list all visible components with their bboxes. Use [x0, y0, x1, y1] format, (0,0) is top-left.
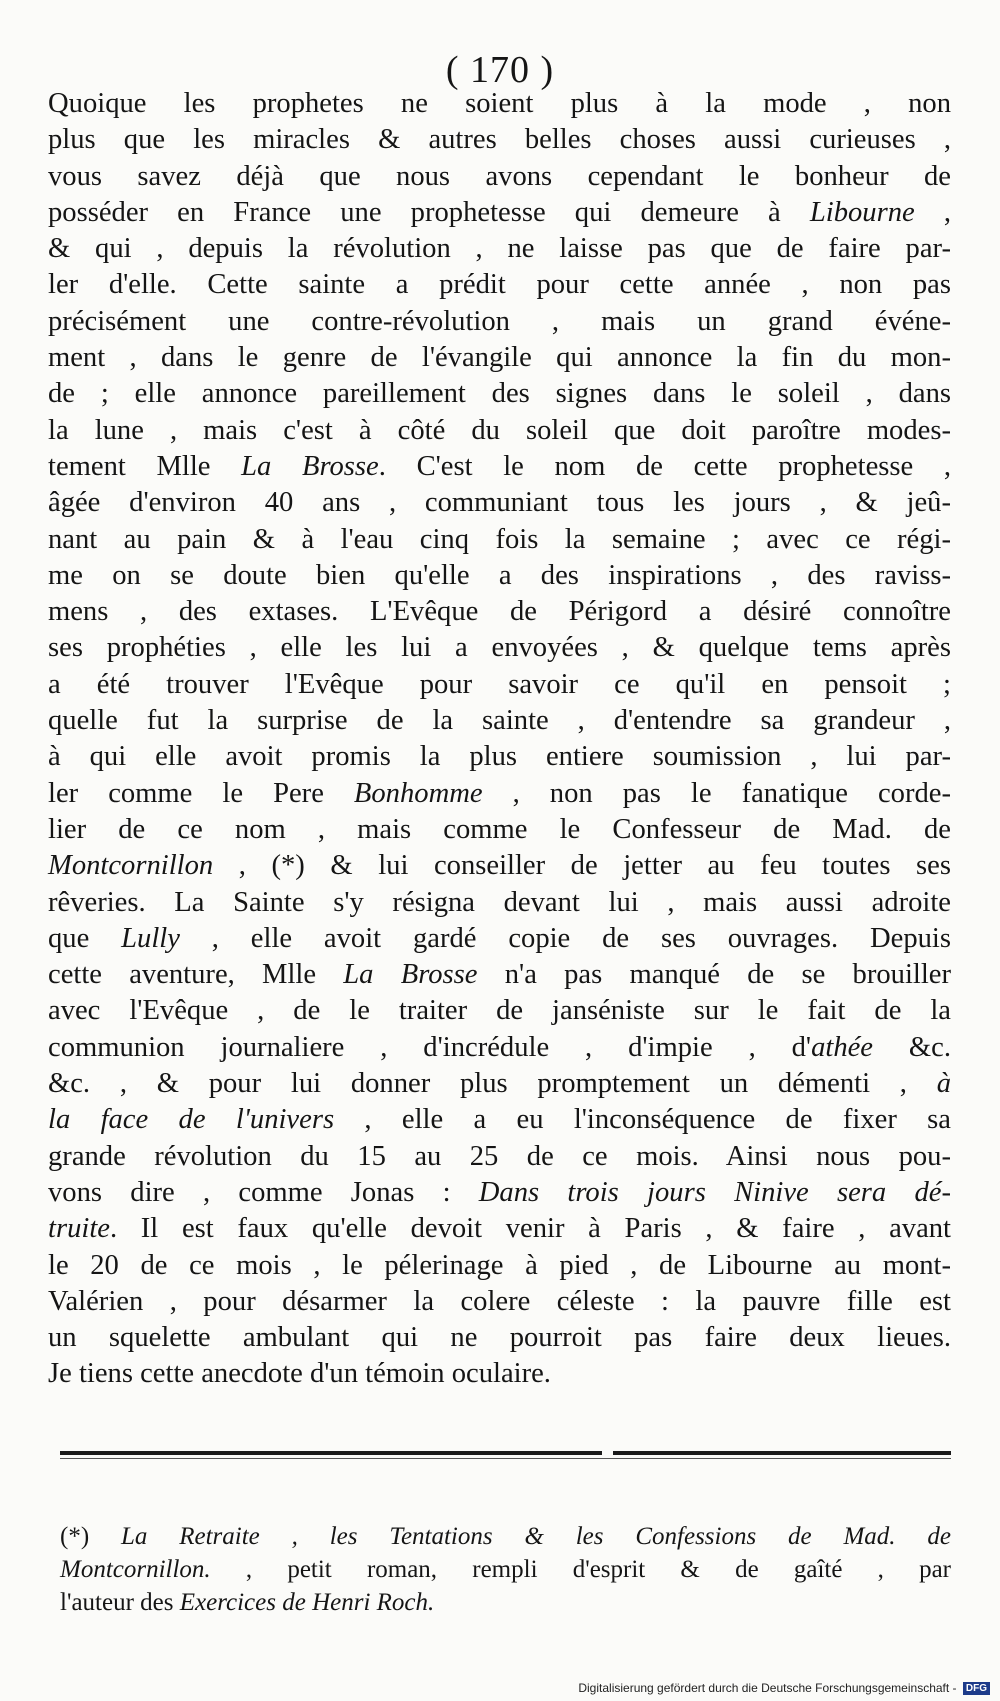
text-run: plus que les miracles & autres belles choses aussi curieuses ,: [48, 124, 951, 156]
footnote-line: [60, 1586, 951, 1619]
text-run: & qui , depuis la révolution , ne laisse pas que de faire par-: [48, 233, 951, 265]
text-run: . Il est faux qu'elle devoit venir à Paris , & faire , avant: [109, 1213, 951, 1245]
text-line: [48, 1066, 951, 1102]
footnote-line: [60, 1520, 951, 1553]
text-run: , elle avoit gardé copie de ses ouvrages. Depuis: [179, 922, 951, 954]
text-run: , petit roman, rempli d'esprit & de gaîté , par: [210, 1556, 951, 1583]
text-run: ler d'elle. Cette sainte a prédit pour cette année , non pas: [48, 269, 951, 301]
text-run: , non pas le fanatique corde-: [482, 777, 951, 809]
text-line: [48, 267, 951, 303]
text-line: [48, 1102, 951, 1138]
text-line: [48, 776, 951, 812]
credit-text: Digitalisierung gefördert durch die Deutsche Forschungsgemeinschaft -: [578, 1680, 957, 1695]
text-run: à qui elle avoit promis la plus entiere soumission , lui par-: [48, 741, 951, 773]
text-run: grande révolution du 15 au 25 de ce mois. Ainsi nous pou-: [48, 1140, 951, 1172]
italic-text: La Brosse: [241, 450, 379, 482]
text-run: ses prophéties , elle les lui a envoyées , & quelque tems après: [48, 632, 951, 664]
italic-text: Montcornillon: [48, 850, 214, 882]
text-run: nant au pain & à l'eau cinq fois la semaine ; avec ce régi-: [48, 523, 951, 555]
text-line: [48, 993, 951, 1029]
italic-text: Libourne: [809, 196, 915, 228]
text-line: [48, 522, 951, 558]
footnote-separator: [60, 1451, 951, 1461]
text-line: [48, 1139, 951, 1175]
text-line: [48, 558, 951, 594]
footnote-line: [60, 1553, 951, 1586]
text-line: [48, 630, 951, 666]
text-line: [48, 1248, 951, 1284]
text-run: ,: [914, 196, 952, 228]
text-line: [48, 812, 951, 848]
text-line: [48, 1211, 951, 1247]
text-line: [48, 1284, 951, 1320]
text-line: [48, 122, 951, 158]
text-run: , (*) & lui conseiller de jetter au feu toutes ses: [213, 850, 951, 882]
text-line: [48, 1030, 951, 1066]
text-line: [48, 594, 951, 630]
text-run: me on se doute bien qu'elle a des inspirations , des raviss-: [48, 559, 951, 591]
text-run: vous savez déjà que nous avons cependant le bonheur de: [48, 160, 951, 192]
separator-rule-right: [613, 1451, 951, 1455]
text-line: [48, 667, 951, 703]
text-line: [48, 86, 951, 122]
footnote: [60, 1520, 951, 1619]
text-run: avec l'Evêque , de le traiter de janséniste sur le fait de la: [48, 995, 951, 1027]
text-run: l'auteur des: [60, 1589, 180, 1616]
text-run: rêveries. La Sainte s'y résigna devant lui , mais aussi adroite: [48, 886, 951, 918]
text-run: &c.: [873, 1031, 951, 1063]
text-run: mens , des extases. L'Evêque de Périgord a désiré connoître: [48, 596, 951, 628]
text-line: [48, 1175, 951, 1211]
text-line: [48, 485, 951, 521]
text-run: Je tiens cette anecdote d'un témoin oculaire.: [48, 1358, 551, 1390]
text-run: quelle fut la surprise de la sainte , d'entendre sa grandeur ,: [48, 705, 951, 737]
italic-text: athée: [811, 1031, 873, 1063]
page-number: ( 170 ): [445, 49, 555, 91]
text-line: [48, 885, 951, 921]
text-run: &c. , & pour lui donner plus promptement un démenti ,: [48, 1068, 937, 1100]
text-line: [48, 159, 951, 195]
text-run: de ; elle annonce pareillement des signes dans le soleil , dans: [48, 378, 951, 410]
text-run: tement Mlle: [48, 450, 242, 482]
italic-text: Exercices de Henri Roch.: [179, 1589, 435, 1616]
dfg-logo: DFG: [963, 1682, 990, 1695]
text-line: [48, 195, 951, 231]
text-run: a été trouver l'Evêque pour savoir ce qu'il en pensoit ;: [48, 668, 951, 700]
italic-text: Lully: [121, 922, 180, 954]
italic-text: Dans trois jours Ninive sera dé-: [478, 1176, 951, 1208]
text-run: Valérien , pour désarmer la colere céleste : la pauvre fille est: [48, 1285, 951, 1317]
text-line: [48, 703, 951, 739]
italic-text: la face de l'univers: [48, 1104, 335, 1136]
text-run: . C'est le nom de cette prophetesse ,: [378, 450, 952, 482]
italic-text: Montcornillon.: [60, 1556, 211, 1583]
text-run: Quoique les prophetes ne soient plus à la mode , non: [48, 88, 951, 119]
text-run: , elle a eu l'inconséquence de fixer sa: [334, 1104, 951, 1136]
text-line: [48, 848, 951, 884]
separator-rule-left: [60, 1451, 602, 1455]
text-run: lier de ce nom , mais comme le Confesseur de Mad. de: [48, 813, 951, 845]
text-run: âgée d'environ 40 ans , communiant tous les jours , & jeû-: [48, 487, 951, 519]
text-line: [48, 449, 951, 485]
text-line: [48, 1356, 951, 1392]
digitization-credit: [578, 1681, 990, 1695]
text-run: vons dire , comme Jonas :: [48, 1176, 479, 1208]
text-line: [48, 957, 951, 993]
text-line: [48, 304, 951, 340]
text-line: [48, 1320, 951, 1356]
italic-text: La Brosse: [343, 959, 478, 991]
text-run: ment , dans le genre de l'évangile qui annonce la fin du mon-: [48, 342, 951, 374]
body-text: [48, 86, 951, 1393]
italic-text: Bonhomme: [353, 777, 483, 809]
text-run: le 20 de ce mois , le pélerinage à pied , de Libourne au mont-: [48, 1249, 951, 1281]
text-run: cette aventure, Mlle: [48, 959, 344, 991]
text-line: [48, 231, 951, 267]
text-run: ler comme le Pere: [48, 777, 354, 809]
text-run: que: [48, 922, 122, 954]
text-line: [48, 921, 951, 957]
text-line: [48, 340, 951, 376]
text-line: [48, 739, 951, 775]
text-run: n'a pas manqué de se brouiller: [477, 959, 951, 991]
italic-text: truite: [48, 1213, 110, 1245]
text-line: [48, 376, 951, 412]
italic-text: à: [936, 1068, 951, 1100]
text-run: la lune , mais c'est à côté du soleil que doit paroître modes-: [48, 414, 951, 446]
text-run: communion journaliere , d'incrédule , d'impie , d': [48, 1031, 812, 1063]
italic-text: La Retraite , les Tentations & les Confessions de Mad. de: [121, 1523, 951, 1550]
text-run: posséder en France une prophetesse qui demeure à: [48, 196, 810, 228]
text-run: un squelette ambulant qui ne pourroit pas faire deux lieues.: [48, 1322, 951, 1354]
text-line: [48, 413, 951, 449]
text-run: (*): [60, 1523, 121, 1550]
text-run: précisément une contre-révolution , mais un grand événe-: [48, 305, 951, 337]
